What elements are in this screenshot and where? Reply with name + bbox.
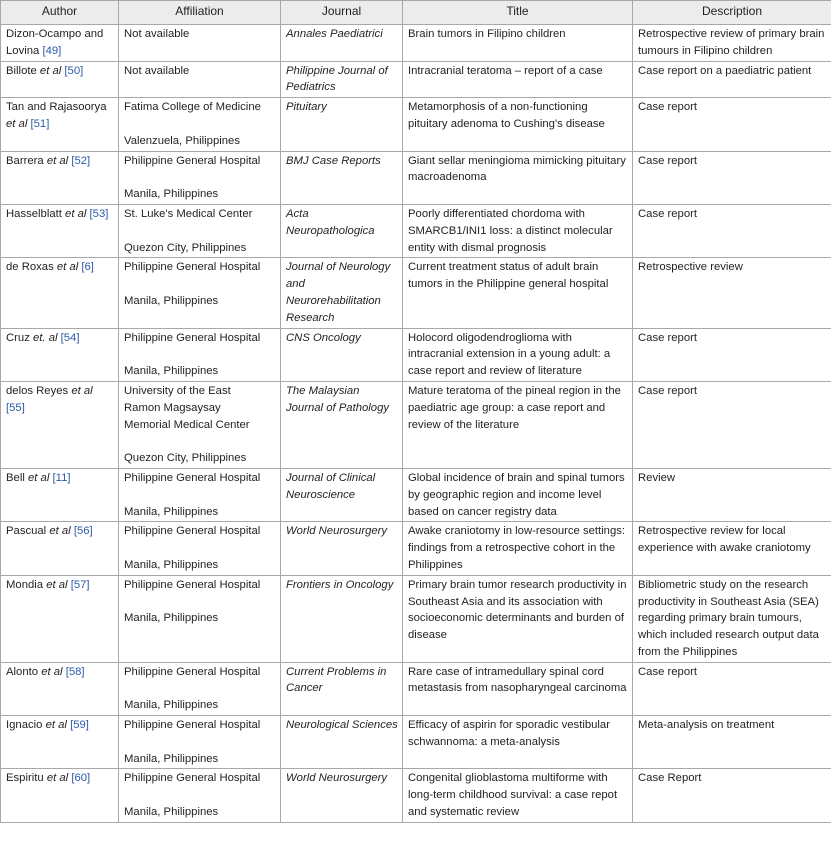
title-cell: Brain tumors in Filipino children <box>403 25 633 62</box>
affiliation-spacer <box>124 346 276 363</box>
title-cell: Metamorphosis of a non-functioning pituitary adenoma to Cushing's disease <box>403 98 633 151</box>
affiliation-location: Manila, Philippines <box>124 752 219 765</box>
author-name: Dizon-Ocampo and Lovina <box>6 28 104 57</box>
author-etal: et al <box>49 525 71 538</box>
reference-link[interactable]: [6] <box>81 261 94 274</box>
affiliation-spacer <box>124 223 276 240</box>
author-name: Bell <box>6 471 25 484</box>
title-cell: Intracranial teratoma – report of a case <box>403 61 633 98</box>
affiliation-institution: St. Luke's Medical Center <box>124 207 253 220</box>
author-cell <box>1 716 119 769</box>
affiliation-institution: Memorial Medical Center <box>124 418 250 431</box>
reference-link[interactable]: [56] <box>73 525 93 538</box>
author-cell <box>1 522 119 575</box>
table-row <box>1 151 831 204</box>
table-row <box>1 662 831 715</box>
author-etal: et al <box>27 471 50 484</box>
affiliation-spacer <box>124 594 276 611</box>
table-row <box>1 381 831 468</box>
table-row <box>1 98 831 151</box>
journal-cell: Philippine Journal of Pediatrics <box>281 61 403 98</box>
author-name: Pascual <box>6 525 47 538</box>
table-row <box>1 575 831 662</box>
description-cell: Case report <box>633 662 831 715</box>
author-etal: et. al <box>33 331 58 344</box>
description-cell: Case report <box>633 151 831 204</box>
affiliation-location: Valenzuela, Philippines <box>124 134 240 147</box>
reference-link[interactable]: [50] <box>64 64 84 77</box>
affiliation-institution: Not available <box>124 64 190 77</box>
affiliation-institution: Philippine General Hospital <box>124 331 261 344</box>
affiliation-cell <box>119 151 281 204</box>
title-cell: Holocord oligodendroglioma with intracranial extension in a young adult: a case report and review of literature <box>403 328 633 381</box>
affiliation-spacer <box>124 680 276 697</box>
author-etal: et al <box>65 207 87 220</box>
author-etal: et al <box>41 665 63 678</box>
reference-link[interactable]: [57] <box>70 578 90 591</box>
header-row <box>1 1 831 25</box>
affiliation-location: Manila, Philippines <box>124 558 219 571</box>
author-etal: et al <box>46 772 69 785</box>
title-cell: Efficacy of aspirin for sporadic vestibular schwannoma: a meta-analysis <box>403 716 633 769</box>
affiliation-institution: Philippine General Hospital <box>124 154 261 167</box>
affiliation-institution: Not available <box>124 28 190 40</box>
affiliation-institution: Philippine General Hospital <box>124 525 261 538</box>
affiliation-cell <box>119 662 281 715</box>
header-journal: Journal <box>281 1 403 25</box>
author-name: Tan and Rajasoorya <box>6 101 107 114</box>
author-name: Espiritu <box>6 772 44 785</box>
author-cell <box>1 381 119 468</box>
description-cell: Case report <box>633 328 831 381</box>
affiliation-location: Manila, Philippines <box>124 612 219 625</box>
affiliation-institution: Philippine General Hospital <box>124 719 261 732</box>
header-author: Author <box>1 1 119 25</box>
author-cell <box>1 25 119 62</box>
author-etal: et al <box>6 117 28 130</box>
author-cell <box>1 258 119 328</box>
author-etal: et al <box>56 261 79 274</box>
journal-cell: Frontiers in Oncology <box>281 575 403 662</box>
affiliation-institution: Fatima College of Medicine <box>124 101 261 114</box>
author-cell <box>1 662 119 715</box>
affiliation-cell <box>119 468 281 521</box>
journal-cell: The Malaysian Journal of Pathology <box>281 381 403 468</box>
author-name: Mondia <box>6 578 44 591</box>
author-name: Hasselblatt <box>6 207 62 220</box>
reference-link[interactable]: [60] <box>71 772 91 785</box>
title-cell: Current treatment status of adult brain tumors in the Philippine general hospital <box>403 258 633 328</box>
affiliation-institution: Philippine General Hospital <box>124 578 261 591</box>
journal-cell: World Neurosurgery <box>281 522 403 575</box>
table-row <box>1 25 831 62</box>
table-row <box>1 258 831 328</box>
description-cell: Case report <box>633 381 831 468</box>
title-cell: Rare case of intramedullary spinal cord metastasis from nasopharyngeal carcinoma <box>403 662 633 715</box>
author-etal: et al <box>71 384 93 397</box>
header-title: Title <box>403 1 633 25</box>
description-cell: Retrospective review of primary brain tumours in Filipino children <box>633 25 831 62</box>
author-etal: et al <box>45 719 67 732</box>
affiliation-spacer <box>124 540 276 557</box>
affiliation-cell <box>119 25 281 62</box>
affiliation-cell <box>119 716 281 769</box>
description-cell: Review <box>633 468 831 521</box>
affiliation-location: Manila, Philippines <box>124 505 219 518</box>
description-cell: Case report on a paediatric patient <box>633 61 831 98</box>
author-cell <box>1 328 119 381</box>
affiliation-location: Manila, Philippines <box>124 365 219 378</box>
affiliation-spacer <box>124 116 276 133</box>
table-row <box>1 716 831 769</box>
reference-link[interactable]: [49] <box>42 44 62 57</box>
author-cell <box>1 575 119 662</box>
table-row <box>1 468 831 521</box>
journal-cell: Pituitary <box>281 98 403 151</box>
affiliation-spacer <box>124 276 276 293</box>
table-header <box>1 1 831 25</box>
author-etal: et al <box>46 154 69 167</box>
affiliation-institution: Philippine General Hospital <box>124 471 261 484</box>
description-cell: Retrospective review <box>633 258 831 328</box>
table-row <box>1 522 831 575</box>
journal-cell: Current Problems in Cancer <box>281 662 403 715</box>
affiliation-institution: Ramon Magsaysay <box>124 401 221 414</box>
header-affiliation: Affiliation <box>119 1 281 25</box>
reference-link[interactable]: [52] <box>71 154 91 167</box>
affiliation-location: Quezon City, Philippines <box>124 241 247 254</box>
author-name: Alonto <box>6 665 39 678</box>
journal-cell: Acta Neuropathologica <box>281 204 403 257</box>
title-cell: Awake craniotomy in low-resource settings: findings from a retrospective cohort in the Philippines <box>403 522 633 575</box>
affiliation-location: Quezon City, Philippines <box>124 452 247 465</box>
author-cell <box>1 468 119 521</box>
title-cell: Primary brain tumor research productivity in Southeast Asia and its association with socioeconomic determinants and burden of disease <box>403 575 633 662</box>
title-cell: Global incidence of brain and spinal tumors by geographic region and income level based on cancer registry data <box>403 468 633 521</box>
affiliation-cell <box>119 98 281 151</box>
author-cell <box>1 98 119 151</box>
affiliation-institution: Philippine General Hospital <box>124 261 261 274</box>
journal-cell: BMJ Case Reports <box>281 151 403 204</box>
author-cell <box>1 61 119 98</box>
author-name: Ignacio <box>6 719 43 732</box>
table-body <box>1 25 831 823</box>
reference-link[interactable]: [55] <box>6 401 25 414</box>
affiliation-spacer <box>124 787 276 804</box>
affiliation-cell <box>119 204 281 257</box>
title-cell: Giant sellar meningioma mimicking pituitary macroadenoma <box>403 151 633 204</box>
affiliation-spacer <box>124 169 276 186</box>
description-cell: Case report <box>633 98 831 151</box>
table-row <box>1 769 831 822</box>
reference-link[interactable]: [51] <box>30 117 50 130</box>
reference-link[interactable]: [53] <box>89 207 109 220</box>
affiliation-spacer <box>124 433 276 450</box>
description-cell: Bibliometric study on the research productivity in Southeast Asia (SEA) regarding primary brain tumours, which included research output data from the Philippines <box>633 575 831 662</box>
journal-cell: CNS Oncology <box>281 328 403 381</box>
table-row <box>1 204 831 257</box>
affiliation-institution: Philippine General Hospital <box>124 772 261 785</box>
header-description: Description <box>633 1 831 25</box>
author-name: Billote <box>6 64 37 77</box>
title-cell: Poorly differentiated chordoma with SMARCB1/INI1 loss: a distinct molecular entity with dismal prognosis <box>403 204 633 257</box>
title-cell: Congenital glioblastoma multiforme with long-term childhood survival: a case repot and systematic review <box>403 769 633 822</box>
reference-link[interactable]: [58] <box>65 665 85 678</box>
author-name: de Roxas <box>6 261 54 274</box>
affiliation-institution: Philippine General Hospital <box>124 665 261 678</box>
description-cell: Meta-analysis on treatment <box>633 716 831 769</box>
affiliation-spacer <box>124 487 276 504</box>
author-etal: et al <box>39 64 62 77</box>
description-cell: Case report <box>633 204 831 257</box>
affiliation-cell <box>119 769 281 822</box>
affiliation-institution: University of the East <box>124 384 231 397</box>
journal-cell: Neurological Sciences <box>281 716 403 769</box>
description-cell: Case Report <box>633 769 831 822</box>
affiliation-cell <box>119 328 281 381</box>
affiliation-spacer <box>124 734 276 751</box>
author-etal: et al <box>46 578 68 591</box>
reference-link[interactable]: [59] <box>70 719 89 732</box>
table-row <box>1 61 831 98</box>
author-name: Cruz <box>6 331 30 344</box>
journal-cell: World Neurosurgery <box>281 769 403 822</box>
author-name: delos Reyes <box>6 384 69 397</box>
reference-link[interactable]: [11] <box>52 471 71 484</box>
description-cell: Retrospective review for local experience with awake craniotomy <box>633 522 831 575</box>
affiliation-cell <box>119 522 281 575</box>
affiliation-cell <box>119 258 281 328</box>
author-name: Barrera <box>6 154 44 167</box>
reference-link[interactable]: [54] <box>60 331 80 344</box>
author-cell <box>1 769 119 822</box>
author-cell <box>1 204 119 257</box>
affiliation-cell <box>119 61 281 98</box>
affiliation-cell <box>119 575 281 662</box>
affiliation-cell <box>119 381 281 468</box>
table-row <box>1 328 831 381</box>
journal-cell: Annales Paediatrici <box>281 25 403 62</box>
journal-cell: Journal of Neurology and Neurorehabilitation Research <box>281 258 403 328</box>
title-cell: Mature teratoma of the pineal region in the paediatric age group: a case report and review of the literature <box>403 381 633 468</box>
affiliation-location: Manila, Philippines <box>124 188 219 201</box>
affiliation-location: Manila, Philippines <box>124 699 219 712</box>
journal-cell: Journal of Clinical Neuroscience <box>281 468 403 521</box>
author-cell <box>1 151 119 204</box>
affiliation-location: Manila, Philippines <box>124 806 219 819</box>
affiliation-location: Manila, Philippines <box>124 294 219 307</box>
